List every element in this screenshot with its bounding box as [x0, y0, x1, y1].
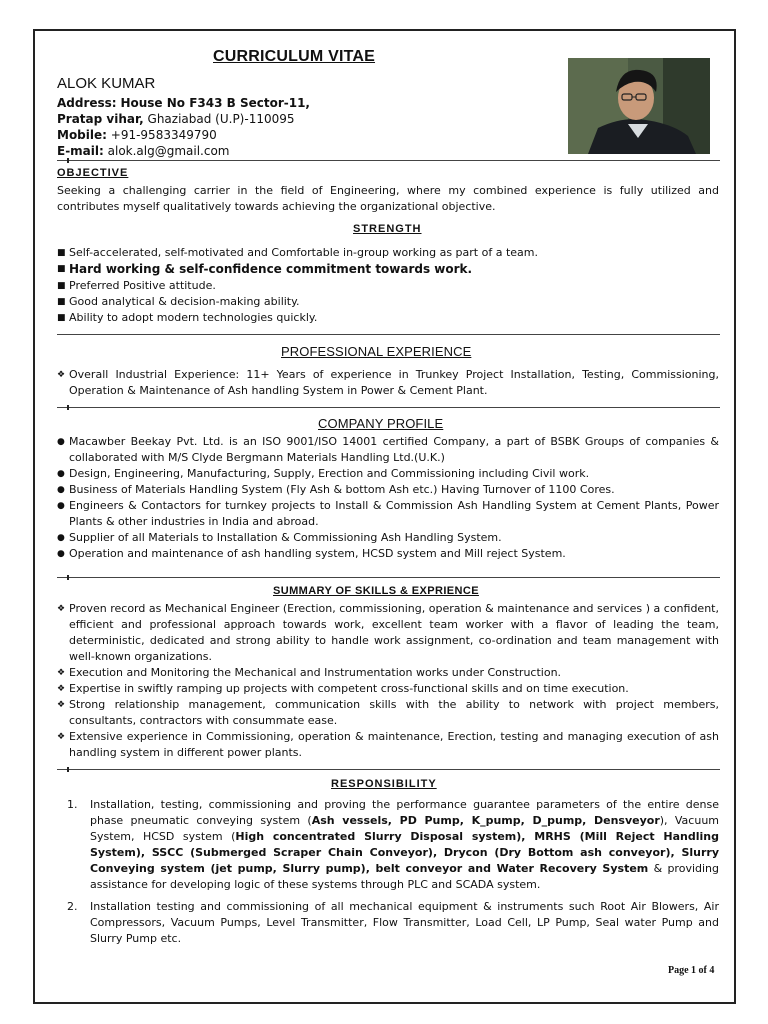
list-item: ❖ Proven record as Mechanical Engineer (Erection, commissioning, operation & maintenance and services ) a confident, efficient and professional approach towards work, excellent team worker with a flavor of leading the team, deterministic, dedicated and strong ability to handle work assignment, co-ordination and team management with well-known organizations. — [57, 602, 719, 663]
profile-photo-graphic — [568, 58, 710, 154]
divider — [57, 769, 720, 770]
list-item: ■ Ability to adopt modern technologies quickly. — [57, 311, 318, 324]
dot-bullet-icon: ● — [57, 501, 65, 511]
divider — [57, 407, 720, 408]
responsibility-list — [57, 797, 719, 953]
address-line-1 — [57, 95, 310, 111]
item-number: 1. — [67, 798, 78, 811]
dot-bullet-icon: ● — [57, 437, 65, 447]
divider — [57, 160, 720, 161]
dot-bullet-icon: ● — [57, 549, 65, 559]
email-label: E-mail: — [57, 144, 104, 158]
mobile-line — [57, 127, 217, 143]
skills-heading: SUMMARY OF SKILLS & EXPRIENCE — [273, 585, 479, 597]
email-line — [57, 143, 230, 159]
list-item: ● Design, Engineering, Manufacturing, Supply, Erection and Commissioning including Civil work. — [57, 467, 590, 480]
strength-heading: STRENGTH — [353, 223, 422, 235]
page-number: Page 1 of 4 — [668, 965, 715, 976]
list-item: 1. Installation, testing, commissioning and proving the performance guarantee parameters of the entire dense phase pneumatic conveying system (Ash vessels, PD Pump, K_pump, D_pump, Densveyor), Vacuum System, HCSD system (High concentrated Slurry Disposal system), MRHS (Mill Reject Handling System), SSCC (Submerged Scraper Chain Conveyor), Drycon (Dry Bottom ash conveyor), Slurry Conveying system (jet pump, Slurry pump), belt conveyor and Water Recovery System & providing assistance for developing logic of these systems through PLC and SCADA system. — [67, 798, 720, 891]
address-city-bold: Pratap vihar, — [57, 112, 144, 126]
list-item: ● Macawber Beekay Pvt. Ltd. is an ISO 9001/ISO 14001 certified Company, a part of BSBK Groups of companies & collaborated with M/S Clyde Bergmann Materials Handling Ltd.(U.K.) — [57, 435, 719, 464]
objective-text: Seeking a challenging carrier in the field of Engineering, where my combined experience is fully utilized and contributes myself qualitatively towards achieving the organizational objective. — [57, 184, 719, 213]
list-item: ❖ Overall Industrial Experience: 11+ Years of experience in Trunkey Project Installation, Testing, Commissioning, Operation & Maintenance of Ash handling System in Power & Cement Plant. — [57, 368, 719, 397]
square-bullet-icon: ■ — [57, 264, 66, 274]
experience-list — [57, 367, 719, 399]
profile-photo — [568, 58, 710, 154]
diamond-bullet-icon: ❖ — [57, 732, 66, 742]
document-title: CURRICULUM VITAE — [213, 48, 376, 65]
diamond-bullet-icon: ❖ — [57, 700, 66, 710]
square-bullet-icon: ■ — [57, 281, 66, 291]
list-item: 2. Installation testing and commissioning of all mechanical equipment & instruments such Root Air Blowers, Air Compressors, Vacuum Pumps, Level Transmitter, Flow Transmitter, Load Cell, LP Pump, Seal water Pump and Slurry Pump etc. — [67, 900, 719, 945]
list-item: ● Operation and maintenance of ash handling system, HCSD system and Mill reject System. — [57, 547, 566, 560]
address-value: House No F343 B Sector-11, — [120, 96, 310, 110]
address-line-2 — [57, 111, 295, 127]
list-item: ● Engineers & Contactors for turnkey projects to Install & Commission Ash Handling System at Cement Plants, Power Plants & other industries in India and abroad. — [57, 499, 719, 528]
list-item: ■ Good analytical & decision-making ability. — [57, 295, 300, 308]
diamond-bullet-icon: ❖ — [57, 684, 66, 694]
square-bullet-icon: ■ — [57, 248, 66, 258]
list-item: ■ Self-accelerated, self-motivated and Comfortable in-group working as part of a team. — [57, 246, 538, 259]
email-value: alok.alg@gmail.com — [103, 144, 230, 158]
company-heading: COMPANY PROFILE — [318, 416, 444, 431]
address-label: Address: — [57, 96, 117, 110]
divider — [57, 577, 720, 578]
dot-bullet-icon: ● — [57, 533, 65, 543]
list-item: ■ Preferred Positive attitude. — [57, 279, 216, 292]
list-item: ❖ Strong relationship management, communication skills with the ability to network with project members, consultants, contractors with consummate ease. — [57, 698, 719, 727]
list-item: ❖ Extensive experience in Commissioning, operation & maintenance, Erection, testing and managing execution of ash handling system in different power plants. — [57, 730, 719, 759]
square-bullet-icon: ■ — [57, 313, 66, 323]
diamond-bullet-icon: ❖ — [57, 604, 66, 614]
divider — [57, 334, 720, 335]
experience-heading: PROFESSIONAL EXPERIENCE — [281, 344, 472, 359]
diamond-bullet-icon: ❖ — [57, 668, 66, 678]
objective-heading: OBJECTIVE — [57, 167, 129, 179]
list-item: ● Business of Materials Handling System (Fly Ash & bottom Ash etc.) Having Turnover of 1100 Cores. — [57, 483, 615, 496]
company-list — [57, 434, 719, 562]
skills-list — [57, 601, 719, 761]
mobile-label: Mobile: — [57, 128, 107, 142]
item-number: 2. — [67, 900, 78, 913]
address-city-rest: Ghaziabad (U.P)-110095 — [143, 112, 295, 126]
list-item: ❖ Execution and Monitoring the Mechanical and Instrumentation works under Construction. — [57, 666, 562, 679]
list-item: ❖ Expertise in swiftly ramping up projects with competent cross-functional skills and on time execution. — [57, 682, 629, 695]
strength-list — [57, 245, 719, 326]
list-item: ● Supplier of all Materials to Installation & Commissioning Ash Handling System. — [57, 531, 502, 544]
square-bullet-icon: ■ — [57, 297, 66, 307]
responsibility-heading: RESPONSIBILITY — [331, 778, 437, 790]
list-item: ■ Hard working & self-confidence commitment towards work. — [57, 262, 473, 276]
dot-bullet-icon: ● — [57, 469, 65, 479]
dot-bullet-icon: ● — [57, 485, 65, 495]
diamond-bullet-icon: ❖ — [57, 370, 66, 380]
candidate-name: ALOK KUMAR — [57, 75, 156, 92]
mobile-value: +91-9583349790 — [106, 128, 217, 142]
